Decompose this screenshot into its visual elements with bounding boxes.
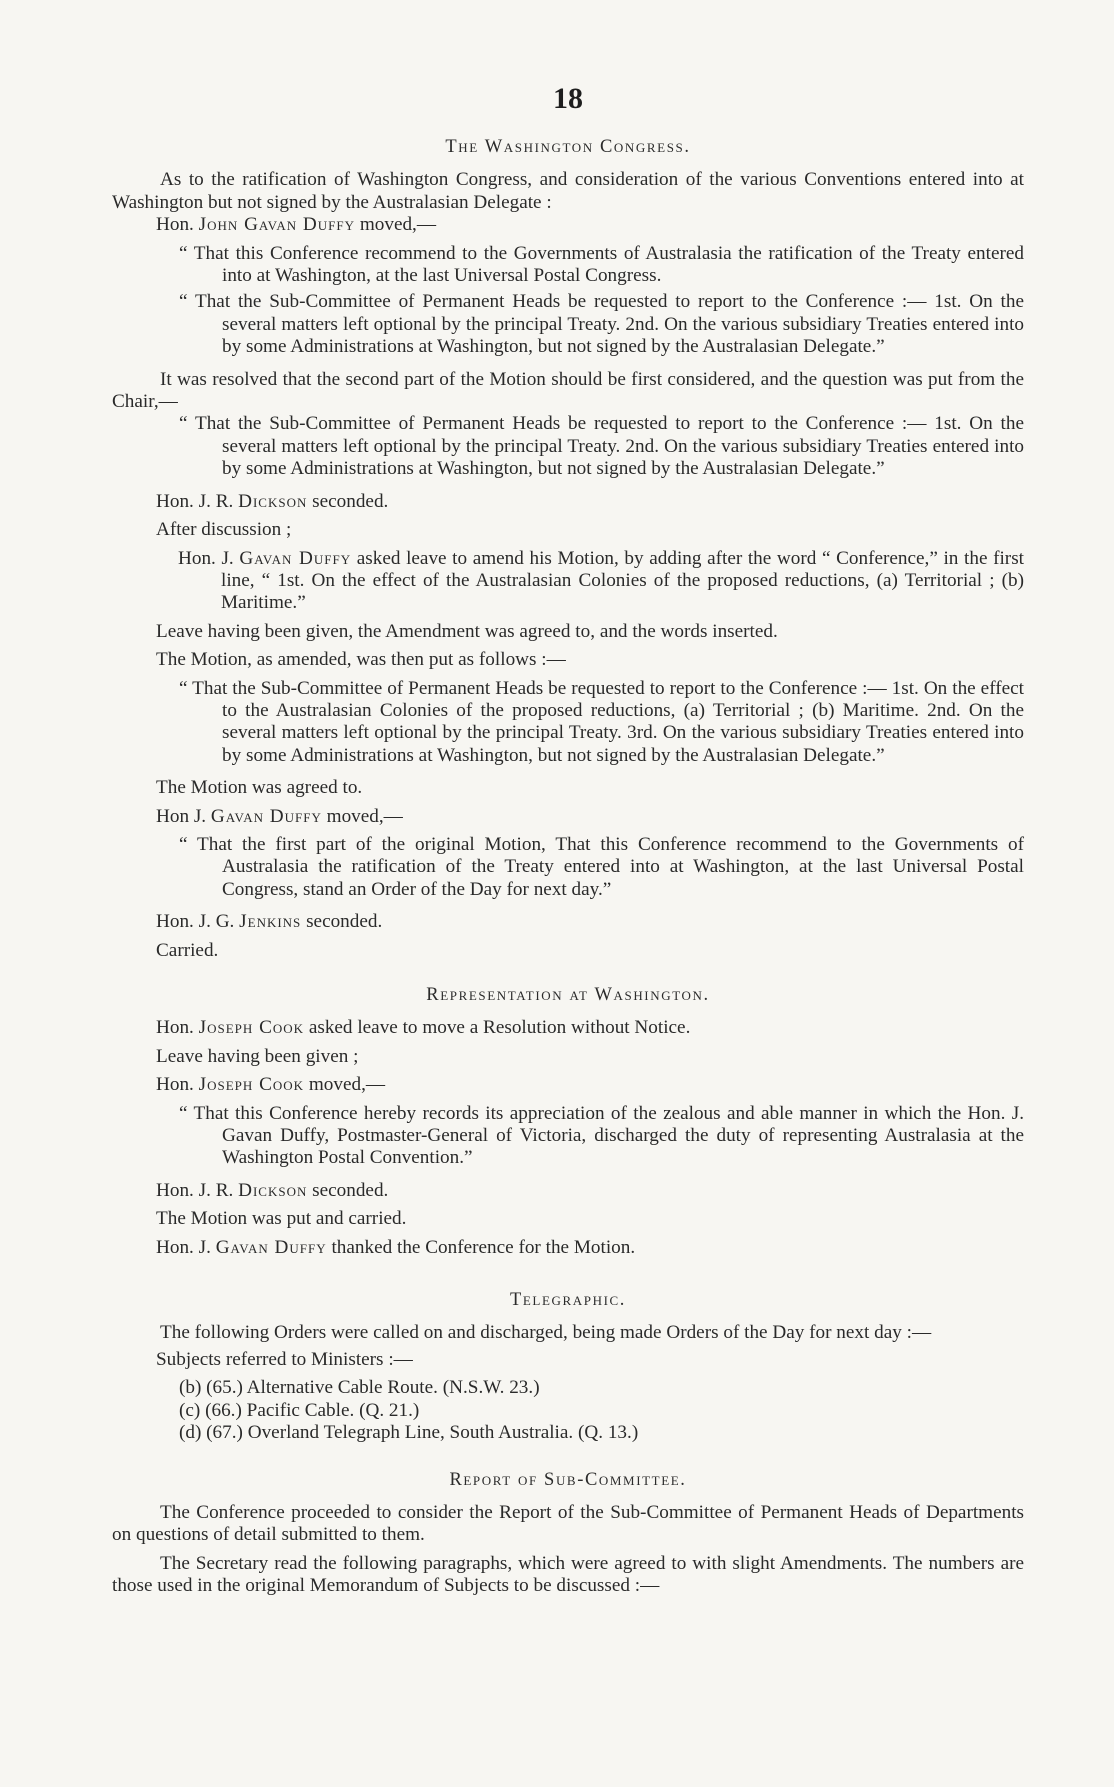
carried-line: Carried. xyxy=(156,939,219,961)
report-paragraph-2: The Secretary read the following paragraphs, which were agreed to with slight Amendments. The numbers are those used in the original Memorandum of Subjects to be discussed :— xyxy=(112,1552,1024,1597)
section-heading-report: Report of Sub-Committee. xyxy=(449,1469,687,1490)
motion-agreed-line: The Motion was agreed to. xyxy=(156,777,363,799)
leave-request-line: Hon. Joseph Cook asked leave to move a Resolution without Notice. xyxy=(156,1017,691,1039)
moved-line-3: Hon. Joseph Cook moved,— xyxy=(156,1074,386,1096)
speaker-name: Joseph Cook xyxy=(198,1074,305,1096)
seconded-line-1: Hon. J. R. Dickson seconded. xyxy=(156,490,389,512)
leave-given-line: Leave having been given, the Amendment was agreed to, and the words inserted. xyxy=(156,620,778,642)
subjects-line: Subjects referred to Ministers :— xyxy=(156,1348,413,1370)
motion-quote-5: “ That the first part of the original Motion, That this Conference recommend to the Governments of Australasia the ratification of the Treaty entered into at Washington, at the last Universal Postal Congress, stand an Order of the Day for next day.” xyxy=(179,833,1024,900)
subjects-list xyxy=(112,1377,1024,1444)
speaker-name: Dickson xyxy=(238,490,308,512)
speaker-name: Gavan Duffy xyxy=(215,1236,327,1258)
report-paragraph-1: The Conference proceeded to consider the Report of the Sub-Committee of Permanent Heads of Departments on questions of detail submitted to them. xyxy=(112,1501,1024,1546)
resolved-paragraph: It was resolved that the second part of the Motion should be first considered, and the question was put from the Chair,— xyxy=(112,368,1024,413)
motion-quote-3: “ That the Sub-Committee of Permanent Heads be requested to report to the Conference :— 1st. On the several matters left optional by the principal Treaty. 2nd. On the various subsidiary Treaties entered into by some Administrations at Washington, but not signed by the Australasian Delegate.” xyxy=(179,413,1024,480)
washington-intro: As to the ratification of Washington Congress, and consideration of the various Conventions entered into at Washington but not signed by the Australasian Delegate : xyxy=(112,169,1024,213)
appreciation-quote: “ That this Conference hereby records its appreciation of the zealous and able manner in which the Hon. J. Gavan Duffy, Postmaster-General of Victoria, discharged the duty of representing Australasia at the Washington Postal Convention.” xyxy=(179,1102,1024,1169)
section-heading-representation: Representation at Washington. xyxy=(426,985,710,1005)
seconded-line-3: Hon. J. R. Dickson seconded. xyxy=(156,1179,389,1201)
section-heading-telegraphic: Telegraphic. xyxy=(509,1290,626,1311)
speaker-name: John Gavan Duffy xyxy=(198,214,356,236)
speaker-name: Dickson xyxy=(238,1179,308,1201)
moved-line-2: Hon J. Gavan Duffy moved,— xyxy=(156,805,403,827)
page-number: 18 xyxy=(553,82,583,115)
document-page xyxy=(112,82,1024,1598)
amend-paragraph: Hon. J. Gavan Duffy asked leave to amend his Motion, by adding after the word “ Conference,” in the first line, “ 1st. On the effect of the Australasian Colonies of the proposed reductions, (a) Territorial ; (b) Maritime.” xyxy=(178,547,1024,614)
list-item: (d) (67.) Overland Telegraph Line, South Australia. (Q. 13.) xyxy=(179,1422,639,1444)
list-item: (c) (66.) Pacific Cable. (Q. 21.) xyxy=(179,1399,420,1421)
speaker-name: Gavan Duffy xyxy=(239,547,352,569)
leave-given-line-2: Leave having been given ; xyxy=(156,1045,359,1067)
speaker-name: Gavan Duffy xyxy=(210,805,322,827)
orders-paragraph: The following Orders were called on and discharged, being made Orders of the Day for next day :— xyxy=(160,1322,932,1344)
seconded-line-2: Hon. J. G. Jenkins seconded. xyxy=(156,911,383,933)
motion-quote-1: “ That this Conference recommend to the Governments of Australasia the ratification of the Treaty entered into at Washington, at the last Universal Postal Congress. xyxy=(179,242,1024,287)
motion-quote-4: “ That the Sub-Committee of Permanent Heads be requested to report to the Conference :— 1st. On the effect to the Australasian Colonies of the proposed reductions, (a) Territorial ; (b) Maritime. 2nd. On the several matters left optional by the principal Treaty. 3rd. On the various subsidiary Treaties entered into by some Administrations at Washington, but not signed by the Australasian Delegate.” xyxy=(179,677,1024,766)
thanked-line: Hon. J. Gavan Duffy thanked the Conference for the Motion. xyxy=(156,1236,636,1258)
motion-quote-2: “ That the Sub-Committee of Permanent Heads be requested to report to the Conference :— 1st. On the several matters left optional by the principal Treaty. 2nd. On the various subsidiary Treaties entered into by some Administrations at Washington, but not signed by the Australasian Delegate.” xyxy=(179,291,1024,358)
moved-line: Hon. John Gavan Duffy moved,— xyxy=(156,214,437,236)
speaker-name: Jenkins xyxy=(239,911,302,933)
put-carried-line: The Motion was put and carried. xyxy=(156,1208,407,1230)
list-item: (b) (65.) Alternative Cable Route. (N.S.W. 23.) xyxy=(179,1377,540,1399)
motion-amended-line: The Motion, as amended, was then put as follows :— xyxy=(156,649,566,671)
speaker-name: Joseph Cook xyxy=(198,1017,305,1039)
section-heading-washington-congress: The Washington Congress. xyxy=(445,137,691,157)
after-discussion: After discussion ; xyxy=(156,519,292,541)
